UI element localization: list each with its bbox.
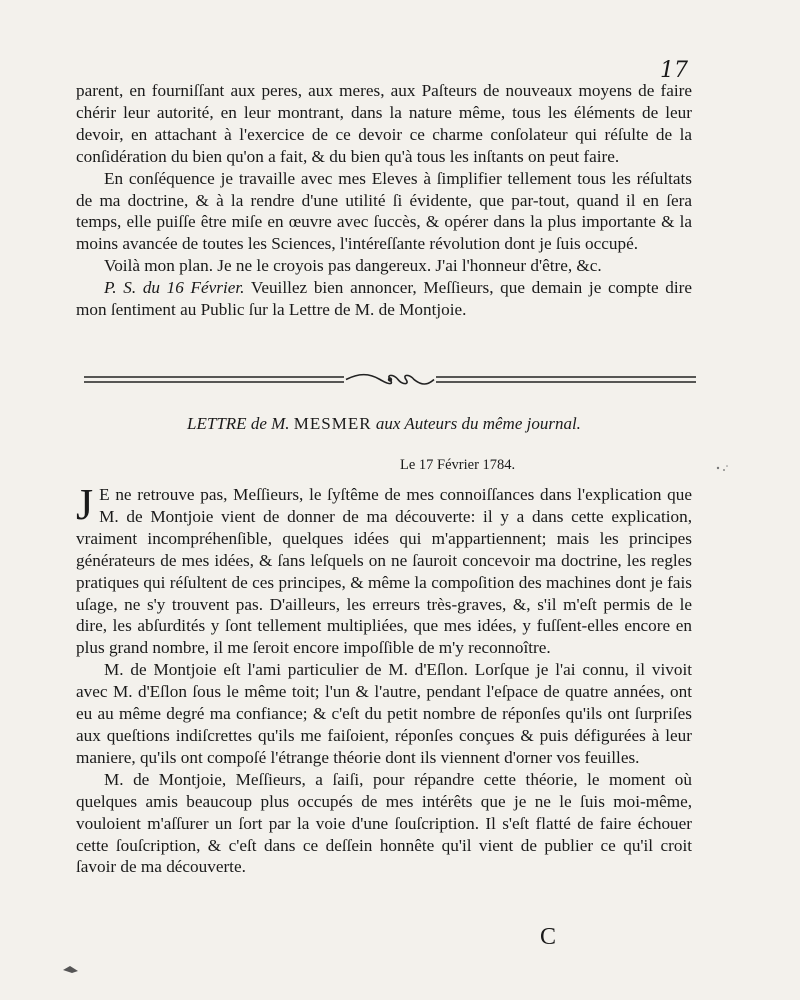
letter-title-suffix: aux Auteurs du même journal. <box>371 414 581 433</box>
letter-paragraph-2: M. de Montjoie eſt l'ami particulier de M. d'Eſlon. Lorſque je l'ai connu, il vivoit avec M. d'Eſlon ſous le même toit; l'un & l'autre, pendant l'eſpace de quatre années, ont eu au même degré ma confiance; & c'eſt du petit nombre de réponſes qu'ils ont ſurpriſes aux queſtions indiſcrettes qu'ils me faiſoient, réponſes conçues & puis défigurées à leur maniere, qu'ils ont compoſé l'étrange théorie dont ils viennent d'orner vos feuilles. <box>76 660 692 767</box>
postscript <box>76 277 692 321</box>
ink-smudge <box>62 962 80 974</box>
paragraph-plan: Voilà mon plan. Je ne le croyois pas dangereux. J'ai l'honneur d'être, &c. <box>104 256 602 276</box>
postscript-text: Veuillez bien annoncer, Meſſieurs, que demain je compte dire mon ſentiment au Public ſur la Lettre de M. de Montjoie. <box>76 278 692 320</box>
drop-cap: J <box>76 480 94 529</box>
letter-title <box>76 414 692 434</box>
letter-title-prefix: LETTRE <box>187 414 247 433</box>
ink-speck <box>712 462 732 476</box>
paragraph-continued: parent, en fourniſſant aux peres, aux meres, aux Paſteurs de nouveaux moyens de faire chérir leur autorité, en leur montrant, dans la nature même, tous les éléments de leur devoir, en attachant à l'exercice de ce devoir ce charme conſolateur qui réſulte de la conſidération du bien qu'on a fait, & du bien qu'à tous les inſtants on peut faire. <box>76 81 692 166</box>
continued-text-section <box>76 80 692 321</box>
letter-title-mid: de M. <box>246 414 294 433</box>
ornamental-divider <box>84 370 696 390</box>
page-number: 17 <box>660 58 688 83</box>
paragraph-consequence: En conſéquence je travaille avec mes Eleves à ſimplifier tellement tous les réſultats de ma doctrine, & à la rendre d'une utilité ſi évidente, que par-tout, quand il en ſera temps, elle puiſſe être miſe en œuvre avec ſuccès, & opérer dans la plus importante & la moins avancée de toutes les Sciences, l'intéreſſante révolution dont je ſuis occupé. <box>76 168 692 254</box>
letter-paragraph-1-text: E ne retrouve pas, Meſſieurs, le ſyſtême de mes connoiſſances dans l'explication que M. de Montjoie vient de donner de ma découverte: il y a dans cette explication, vraiment incompréhenſible, quelques idées qui m'appartiennent; mais les principes générateurs de mes idées, & ſans leſquels on ne ſauroit concevoir ma doctrine, les regles pratiques qui réſultent de ces principes, & même la compoſition des machines dont je fais uſage, ne s'y trouvent pas. D'ailleurs, les erreurs très-graves, &, s'il m'eſt permis de le dire, les abſurdités y ſont tellement multipliées, que mes idées, y fuſſent-elles encore en plus grand nombre, il me ſeroit encore impoſſible de m'y reconnoître. <box>76 485 692 658</box>
letter-date: Le 17 Février 1784. <box>400 457 516 473</box>
letter-paragraph-3: M. de Montjoie, Meſſieurs, a ſaiſi, pour répandre cette théorie, le moment où quelques amis beaucoup plus occupés de mes intérêts que je ne le ſuis moi-même, vouloient m'aſſurer un ſort par la voie d'une ſouſcription. Il s'eſt flatté de faire échouer cette ſouſcription, & c'eſt dans ce deſſein honnête qu'il vient de publier ce qu'il croit ſavoir de ma découverte. <box>76 769 692 877</box>
signature-mark: C <box>540 924 557 950</box>
postscript-label: P. S. du 16 Février. <box>104 278 245 298</box>
letter-paragraph-1 <box>76 480 692 659</box>
letter-title-name: MESMER <box>293 414 372 433</box>
letter-body <box>76 480 692 878</box>
